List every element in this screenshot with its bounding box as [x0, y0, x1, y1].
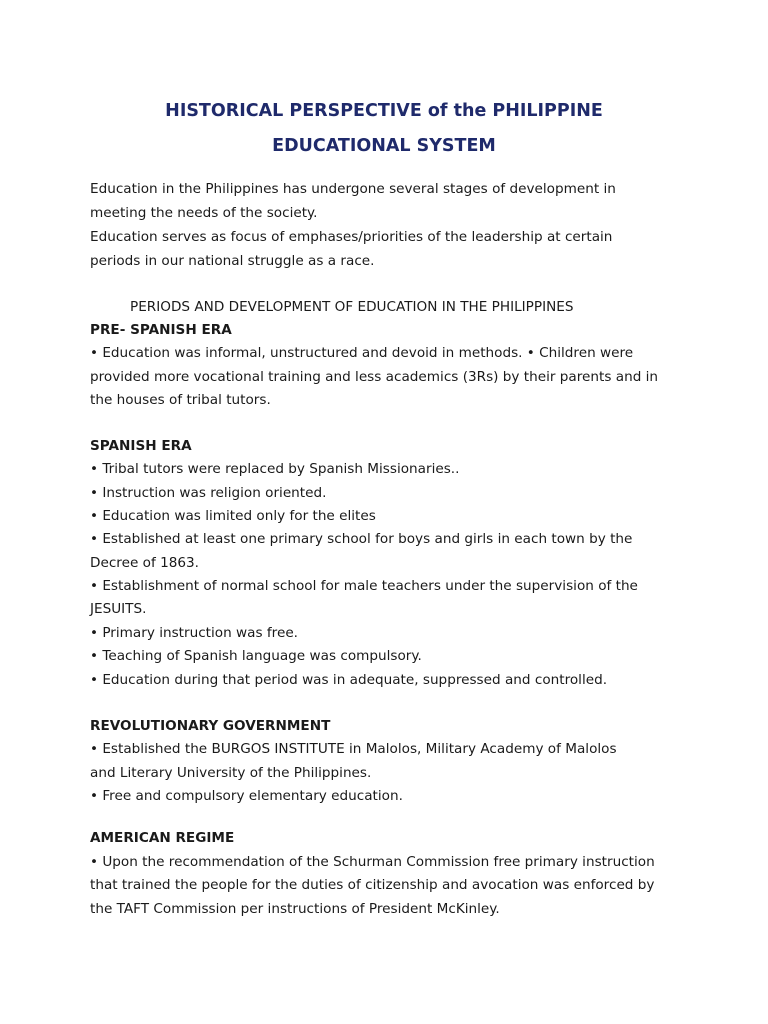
pre-spanish-line: the houses of tribal tutors. [90, 392, 271, 408]
intro-line-4: periods in our national struggle as a race. [90, 253, 375, 269]
american-line: that trained the people for the duties of citizenship and avocation was enforced by [90, 877, 655, 893]
spanish-line: Decree of 1863. [90, 555, 199, 571]
american-line: the TAFT Commission per instructions of President McKinley. [90, 901, 500, 917]
american-heading: AMERICAN REGIME [90, 830, 235, 846]
spanish-line: • Primary instruction was free. [90, 625, 299, 641]
spanish-line: • Established at least one primary school for boys and girls in each town by the [90, 531, 633, 547]
spanish-line: • Teaching of Spanish language was compulsory. [90, 648, 422, 664]
pre-spanish-line: • Education was informal, unstructured and devoid in methods. • Children were [90, 345, 634, 361]
spanish-heading: SPANISH ERA [90, 438, 192, 454]
spanish-line: • Education during that period was in adequate, suppressed and controlled. [90, 672, 608, 688]
title-line-2: EDUCATIONAL SYSTEM [272, 136, 496, 156]
spanish-line: • Instruction was religion oriented. [90, 485, 327, 501]
spanish-line: • Education was limited only for the elites [90, 508, 376, 524]
revolutionary-line: • Established the BURGOS INSTITUTE in Malolos, Military Academy of Malolos [90, 741, 617, 757]
revolutionary-heading: REVOLUTIONARY GOVERNMENT [90, 718, 331, 734]
pre-spanish-heading: PRE- SPANISH ERA [90, 322, 232, 338]
revolutionary-line: • Free and compulsory elementary education. [90, 788, 403, 804]
title-line-1: HISTORICAL PERSPECTIVE of the PHILIPPINE [165, 101, 603, 121]
american-line: • Upon the recommendation of the Schurman Commission free primary instruction [90, 854, 655, 870]
pre-spanish-line: provided more vocational training and less academics (3Rs) by their parents and in [90, 369, 659, 385]
periods-heading: PERIODS AND DEVELOPMENT OF EDUCATION IN THE PHILIPPINES [130, 299, 574, 315]
intro-line-3: Education serves as focus of emphases/priorities of the leadership at certain [90, 229, 613, 245]
intro-line-2: meeting the needs of the society. [90, 205, 318, 221]
spanish-line: • Establishment of normal school for male teachers under the supervision of the [90, 578, 638, 594]
intro-line-1: Education in the Philippines has undergone several stages of development in [90, 181, 616, 197]
spanish-line: • Tribal tutors were replaced by Spanish Missionaries.. [90, 461, 460, 477]
document-title [0, 94, 768, 164]
spanish-line: JESUITS. [90, 601, 147, 617]
revolutionary-line: and Literary University of the Philippines. [90, 765, 372, 781]
